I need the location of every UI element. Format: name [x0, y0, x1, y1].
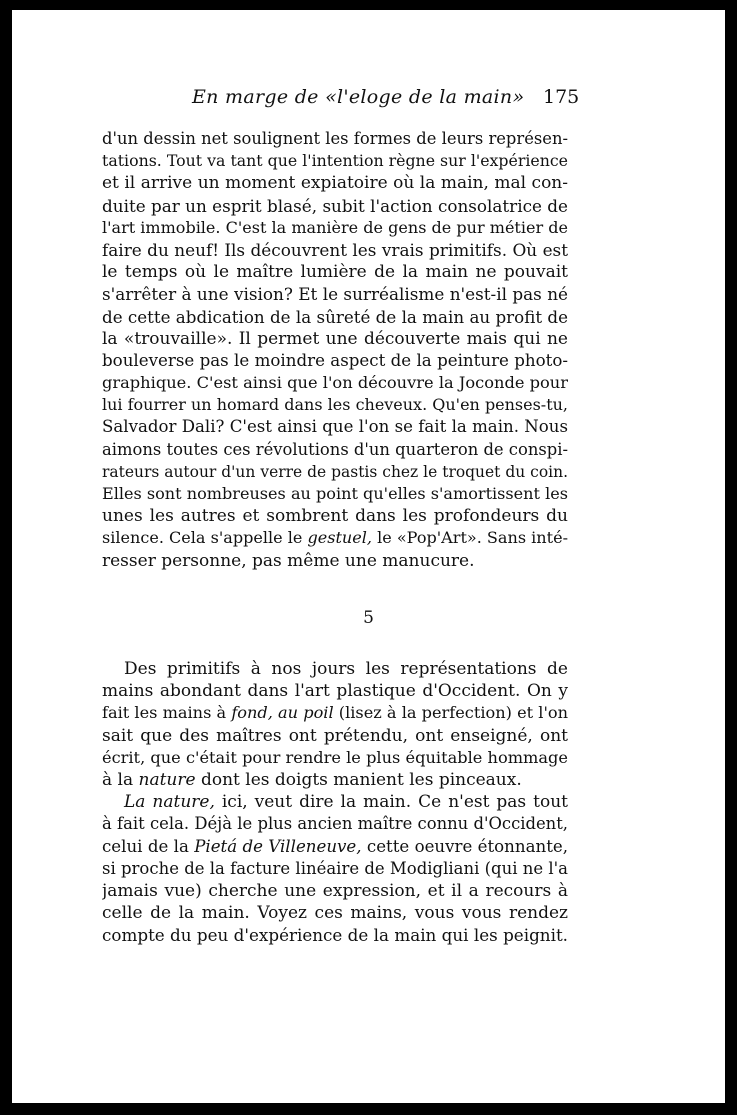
text-segment: silence. Cela s'appelle le [102, 528, 308, 548]
text-line [102, 702, 568, 724]
text-line: rateurs autour d'un verre de pastis chez le troquet du coin. [102, 462, 568, 481]
text-line: unes les autres et sombrent dans les profondeurs du [102, 506, 568, 527]
text-line: resser personne, pas même une manucure. [102, 550, 475, 571]
text-segment: à la [102, 769, 139, 790]
text-line: lui fourrer un homard dans les cheveux. Qu'en penses-tu, [102, 395, 568, 415]
text-line: s'arrêter à une vision? Et le surréalisme n'est-il pas né [102, 284, 568, 305]
text-line: Salvador Dali? C'est ainsi que l'on se fait la main. Nous [102, 417, 568, 437]
text-line: et il arrive un moment expiatoire où la main, mal con- [102, 173, 568, 194]
text-segment: (lisez à la perfection) et l'on [333, 703, 568, 723]
text-segment: le «Pop'Art». Sans inté- [372, 528, 568, 548]
text-line: compte du peu d'expérience de la main qui les peignit. [102, 925, 568, 946]
running-head: En marge de «l'eloge de la main» [192, 86, 525, 108]
paragraph-2-3 [102, 658, 568, 946]
paragraph-1 [102, 128, 568, 572]
text-line [102, 527, 568, 549]
text-line: sait que des maîtres ont prétendu, ont enseigné, ont [102, 725, 568, 746]
text-line: tations. Tout va tant que l'intention règne sur l'expérience [102, 151, 568, 171]
page-header [12, 86, 725, 116]
italic-term: gestuel, [307, 528, 373, 548]
text-line: bouleverse pas le moindre aspect de la peinture photo- [102, 350, 568, 370]
page-number: 175 [543, 86, 580, 108]
text-line: écrit, que c'était pour rendre le plus équitable hommage [102, 747, 568, 767]
text-line [102, 836, 568, 858]
italic-term: Pietá de Villeneuve, [194, 836, 362, 856]
text-line: celle de la main. Voyez ces mains, vous vous rendez [102, 903, 568, 924]
italic-term: La nature, [124, 792, 215, 813]
text-line: faire du neuf! Ils découvrent les vrais primitifs. Où est [102, 239, 568, 260]
text-segment: cette oeuvre étonnante, [361, 836, 568, 856]
text-segment: fait les mains à [102, 703, 232, 723]
text-line: graphique. C'est ainsi que l'on découvre la Joconde pour [102, 373, 568, 393]
section-number: 5 [363, 608, 374, 628]
text-line: à fait cela. Déjà le plus ancien maître connu d'Occident, [102, 814, 568, 834]
text-line: la «trouvaille». Il permet une découverte mais qui ne [102, 328, 568, 349]
text-line: l'art immobile. C'est la manière de gens de pur métier de [102, 217, 568, 237]
text-line [102, 769, 568, 791]
text-line: aimons toutes ces révolutions d'un quarteron de conspi- [102, 439, 568, 459]
text-line: le temps où le maître lumière de la main ne pouvait [102, 262, 568, 283]
italic-term: nature [138, 769, 196, 790]
text-line: Elles sont nombreuses au point qu'elles s'amortissent les [102, 484, 568, 503]
text-line: si proche de la facture linéaire de Modigliani (qui ne l'a [102, 858, 568, 878]
text-segment: dont les doigts manient les pinceaux. [195, 769, 522, 790]
text-line: Des primitifs à nos jours les représentations de [124, 659, 568, 679]
text-line: jamais vue) cherche une expression, et il a recours à [102, 880, 568, 901]
text-line: duite par un esprit blasé, subit l'action consolatrice de [102, 195, 568, 216]
text-line: mains abondant dans l'art plastique d'Occident. On y [102, 681, 568, 702]
italic-term: fond, au poil [231, 703, 334, 723]
book-page [12, 10, 725, 1103]
text-segment: celui de la [102, 836, 195, 856]
text-line [102, 791, 568, 813]
text-segment: ici, veut dire la main. Ce n'est pas tout [214, 792, 568, 813]
text-line: de cette abdication de la sûreté de la main au profit de [102, 306, 568, 327]
text-line: d'un dessin net soulignent les formes de leurs représen- [102, 129, 568, 148]
